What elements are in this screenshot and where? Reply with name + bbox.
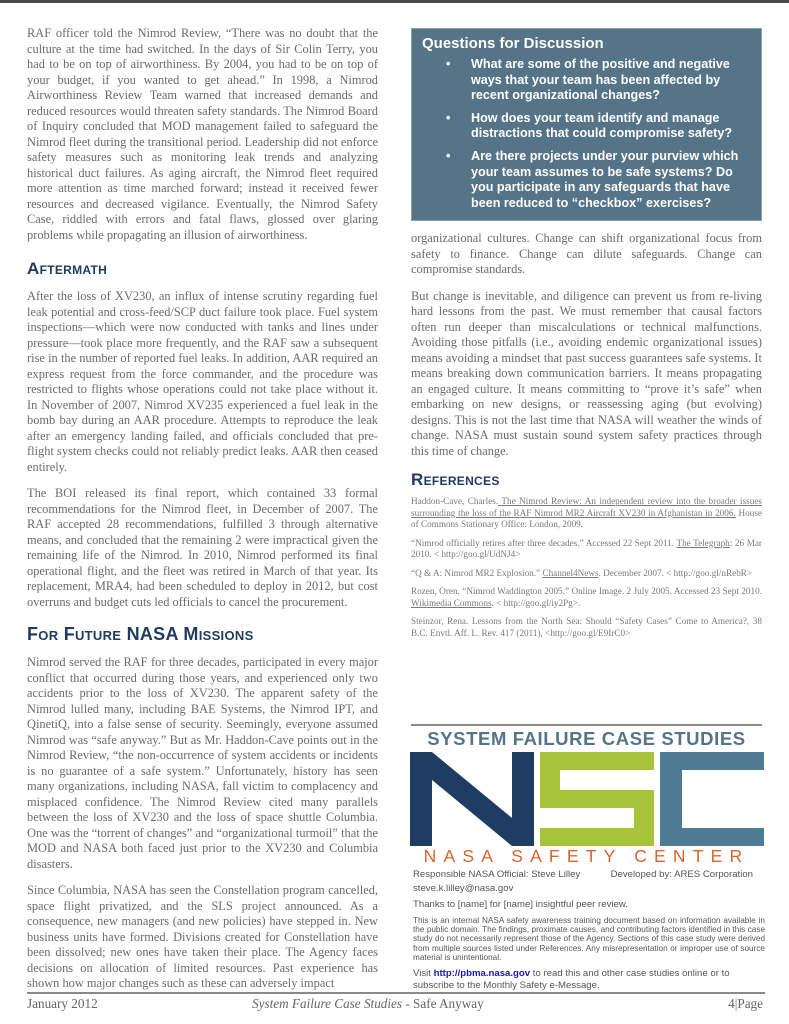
right-column — [411, 26, 762, 646]
reference-link[interactable]: Channel4News — [542, 567, 599, 578]
logo-divider — [411, 724, 762, 726]
discussion-question: • Are there projects under your purview which your team assumes to be safe systems? Do you participate in any safeguards that have been reduced to “checkbox” exercises? — [446, 148, 739, 210]
intro-paragraph: RAF officer told the Nimrod Review, “There was no doubt that the culture at the time had switched. In the days of Sir Colin Terry, you had to be on top of airworthiness. By 2004, you had to be on top of your budget, if you wanted to get ahead.” In 1998, a Nimrod Airworthiness Review Team warned that increased demands and reduced resources would threaten safety standards. The Nimrod Board of Inquiry concluded that MOD management failed to safeguard the Nimrod fleet during the transitional period. Leadership did not enforce safety measures such as monitoring leak trends and analyzing historical duct failures. As aging aircraft, the Nimrod fleet required more attention as time marched forward; instead it received fewer resources and decreased vigilance. Eventually, the Nimrod Safety Case, riddled with errors and fatal flaws, glossed over glaring problems while propagating an illusion of airworthiness. — [27, 26, 378, 242]
continued-paragraph-1: organizational cultures. Change can shift organizational focus from safety to finance. Change can dilute safeguards. Change can compromise standards. — [411, 231, 762, 276]
page-footer — [27, 996, 765, 1014]
reference-item: “Nimrod officially retires after three decades.” Accessed 22 Sept 2011. The Telegraph: 26 Mar 2010. < http://goo.gl/UdNJ4> — [411, 537, 762, 559]
discussion-question: • How does your team identify and manage distractions that could compromise safety? — [446, 110, 733, 141]
nsc-logo-icon — [410, 752, 764, 846]
discussion-list — [422, 57, 749, 211]
aftermath-paragraph-2: The BOI released its final report, which contained 33 formal recommendations for the Nimrod fleet, in December of 2007. The RAF accepted 28 recommendations, fulfilled 3 through alternative means, and concluded that the remaining 2 were impractical given the remaining life of the Nimrod. In 2010, Nimrod performed its final operational flight, and the fleet was retired in March of that year. Its replacement, MRA4, had been scheduled to deploy in 2012, but cost overruns and budget cuts led officials to cancel the procurement. — [27, 486, 378, 609]
future-missions-heading: For Future NASA Missions — [27, 624, 254, 644]
future-paragraph-2: Since Columbia, NASA has seen the Constellation program cancelled, space flight privatized, and the SLS project announced. As a consequence, new managers (and new policies) have stepped in. New business units have formed. Divisions created for Constellation have been dissolved; new ones have taken their place. The Agency faces decisions on allocation of limited resources. Past experience has shown how major changes such as these can adversely impact — [27, 883, 378, 990]
left-column — [27, 26, 378, 1003]
discussion-title: Questions for Discussion — [422, 35, 604, 52]
discussion-box — [411, 28, 762, 221]
responsible-official: Responsible NASA Official: Steve Lilley — [413, 869, 581, 880]
aftermath-heading: Aftermath — [27, 259, 108, 278]
page-number: 4|Page — [728, 996, 763, 1011]
reference-link[interactable]: Wikimedia Commons — [411, 597, 492, 608]
logo-nasa-safety-center: NASA SAFETY CENTER — [423, 846, 750, 866]
discussion-question: • What are some of the positive and negative ways that your team has been affected by recent organizational changes? — [446, 57, 730, 103]
thanks-line: Thanks to [name] for [name] insightful peer review. — [413, 899, 628, 910]
footer-title: System Failure Case Studies - Safe Anyway — [252, 996, 484, 1011]
future-paragraph-1: Nimrod served the RAF for three decades, participated in every major conflict that occurred during those years, and experienced only two accidents prior to the loss of XV230. The apparent safety of the Nimrod lulled many, including BAE Systems, the Nimrod IPT, and QinetiQ, into a false sense of security. Seemingly, everyone assumed Nimrod was “safe anyway.” But as Mr. Haddon-Cave points out in the Nimrod Review, “the non-occurrence of system accidents or incidents is no guarantee of a safe system.” Unfortunately, history has seen many organizations, including NASA, fall victim to complacency and misplaced confidence. The Nimrod Review cited many parallels between the loss of XV230 and the loss of space shuttle Columbia. One was the “torrent of changes” and “organizational turmoil” that the MOD and NASA both faced just prior to the XV230 and Columbia disasters. — [27, 655, 378, 871]
reference-item: Steinzor, Rena. Lessons from the North Sea: Should “Safety Cases” Come to America?, 38 B.C. Envtl. Aff. L. Rev. 417 (2011), <http://goo.gl/E9IrC0> — [411, 616, 762, 638]
reference-item: Rozen, Oren. “Nimrod Waddington 2005.” Online Image. 2 July 2005. Accessed 23 Sept 2010. Wikimedia Commons. < http://goo.gl/iy2Pg>. — [411, 586, 762, 608]
continued-paragraph-2: But change is inevitable, and diligence can prevent us from re-living hard lessons from the past. We must remember that causal factors often run deeper than miscalculations or technical malfunctions. Avoiding those pitfalls (i.e., avoiding endemic organizational issues) means avoiding a mindset that past success guarantees safe systems. It means breaking down communication barriers. It means propagating an engaged culture. It means committing to “prove it’s safe” when embarking on new designs, or reassessing aging (but evolving) designs. This is not the last time that NASA will weather the winds of change. NASA must sustain sound system safety practices through this time of change. — [411, 288, 762, 458]
credits-block — [413, 869, 765, 992]
developer: Developed by: ARES Corporation — [610, 869, 753, 880]
references-list — [411, 496, 762, 639]
bullet-icon: • — [446, 110, 451, 125]
top-border — [0, 0, 789, 3]
reference-link[interactable]: The Telegraph — [676, 537, 730, 548]
pbma-link[interactable]: http://pbma.nasa.gov — [433, 968, 531, 980]
footer-date: January 2012 — [27, 996, 98, 1011]
bullet-icon: • — [446, 148, 451, 163]
reference-link[interactable]: The Nimrod Review: An independent review into the broader issues surrounding the loss of the RAF Nimrod MR2 Aircraft XV230 in Afghanistan in 2006. — [411, 496, 762, 518]
disclaimer: This is an internal NASA safety awareness training document based on information available in the public domain. The findings, proximate causes, and contributing factors identified in this case study do not necessarily represent those of the Agency. Sections of this case study were derived from multiple sources listed under References. Any misrepresentation or improper use of source material is unintentional. — [413, 916, 765, 962]
aftermath-paragraph-1: After the loss of XV230, an influx of intense scrutiny regarding fuel leak potential and cross-feed/SCP duct failure took place. Fuel system inspections—which were now conducted with tanks and lines under pressure—took place more frequently, and the RAF saw a subsequent rise in the number of reported fuel leaks. In addition, AAR required an express request from the force commander, and the procedure was restricted to flights whose operations could not take place without it. In November of 2007, Nimrod XV235 experienced a fuel leak in the bomb bay during an AAR procedure. Attempts to reproduce the leak after an emergency landing failed, and officials concluded that pre-flight system checks could not reliably predict leaks. AAR then ceased entirely. — [27, 289, 378, 474]
bullet-icon: • — [446, 57, 451, 71]
reference-item: Haddon-Cave, Charles. The Nimrod Review: An independent review into the broader issues surrounding the loss of the RAF Nimrod MR2 Aircraft XV230 in Afghanistan in 2006. House of Commons Stationary Office: London, 2009. — [411, 496, 762, 529]
footer-divider — [27, 992, 765, 994]
logo-series-title: SYSTEM FAILURE CASE STUDIES — [427, 728, 746, 749]
contact-email[interactable]: steve.k.lilley@nasa.gov — [413, 883, 514, 894]
references-heading: References — [411, 470, 500, 489]
reference-item: “Q & A: Nimrod MR2 Explosion.” Channel4News. December 2007. < http://goo.gl/nRebR> — [411, 567, 753, 578]
visit-line: Visit http://pbma.nasa.gov to read this and other case studies online or to subscribe to the Monthly Safety e-Message. — [413, 968, 730, 992]
